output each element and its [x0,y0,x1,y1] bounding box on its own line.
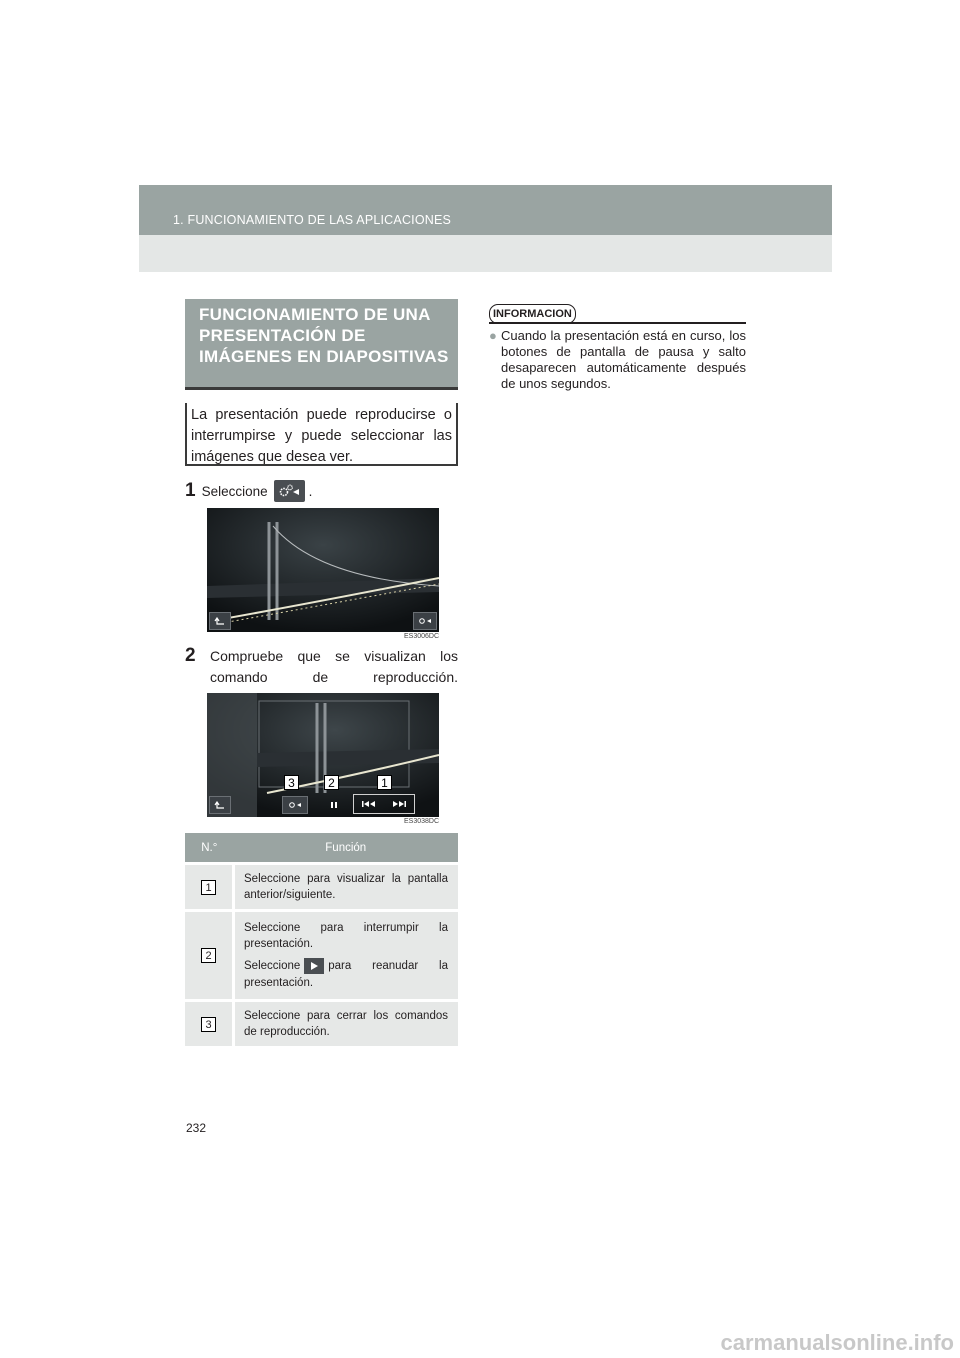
play-icon [304,958,324,974]
step-text: Seleccione [201,483,268,499]
resume-text-b: para reanudar la presentación. [244,960,448,989]
settings-icon [288,800,302,810]
callout-2: 2 [324,775,339,790]
back-icon [214,801,226,809]
info-label: INFORMACION [489,304,576,324]
row-description: Seleccione para interrumpir la presentación. [244,922,448,951]
intro-text: La presentación puede reproducirse o interrumpirse y puede seleccionar las imágenes que desea ver. [185,403,458,466]
function-table [185,833,458,1046]
step-number: 1 [185,480,196,501]
pause-button[interactable] [323,796,345,814]
row-number: 3 [201,1017,216,1032]
step-text-end: . [308,483,313,499]
back-button[interactable] [209,796,231,814]
info-block [489,328,746,392]
row-description-resume [244,958,448,990]
header-subbar [139,235,832,272]
row-description: Seleccione para visualizar la pantalla anterior/siguiente. [244,873,448,901]
bullet-icon: ● [489,328,497,343]
watermark: carmanualsonline.info [720,1330,954,1355]
step-number: 2 [185,645,196,666]
step-1 [185,480,312,502]
skip-buttons-group [353,794,415,814]
close-controls-button[interactable] [282,796,308,814]
back-button[interactable] [209,612,231,630]
page-number: 232 [186,1121,207,1135]
previous-icon[interactable] [362,800,376,808]
screenshot-playback-controls [207,693,439,817]
info-divider [489,322,746,324]
column-header-number: N.° [185,833,234,864]
back-icon [214,617,226,625]
resume-text-a: Seleccione [244,960,301,973]
callout-1: 1 [377,775,392,790]
table-row [185,911,458,1001]
breadcrumb: 1. FUNCIONAMIENTO DE LAS APLICACIONES [173,213,452,227]
row-description: Seleccione para cerrar los comandos de reproducción. [244,1010,448,1038]
row-number: 1 [201,880,216,895]
next-icon[interactable] [392,800,406,808]
column-header-function: Función [234,833,459,864]
table-header-row [185,833,458,864]
screenshot-slideshow [207,508,439,632]
info-text: Cuando la presentación está en curso, los botones de pantalla de pausa y salto desaparecen automáticamente después de unos segundos. [501,328,746,391]
slideshow-settings-button[interactable] [413,612,437,630]
figure-code: ES3038DC [404,818,440,825]
header-bar [139,185,832,235]
table-row [185,1001,458,1047]
step-2 [185,645,458,688]
pause-icon [330,801,338,809]
table-row [185,864,458,911]
settings-icon [418,616,432,626]
row-number: 2 [201,948,216,963]
step-text: Compruebe que se visualizan los comando de reproducción. [210,648,458,685]
section-title-box [185,299,458,390]
section-title: FUNCIONAMIENTO DE UNA PRESENTACIÓN DE IMÁGENES EN DIAPOSITIVAS [199,305,449,366]
callout-3: 3 [284,775,299,790]
settings-icon [274,480,305,502]
figure-code: ES3006DC [404,633,440,640]
